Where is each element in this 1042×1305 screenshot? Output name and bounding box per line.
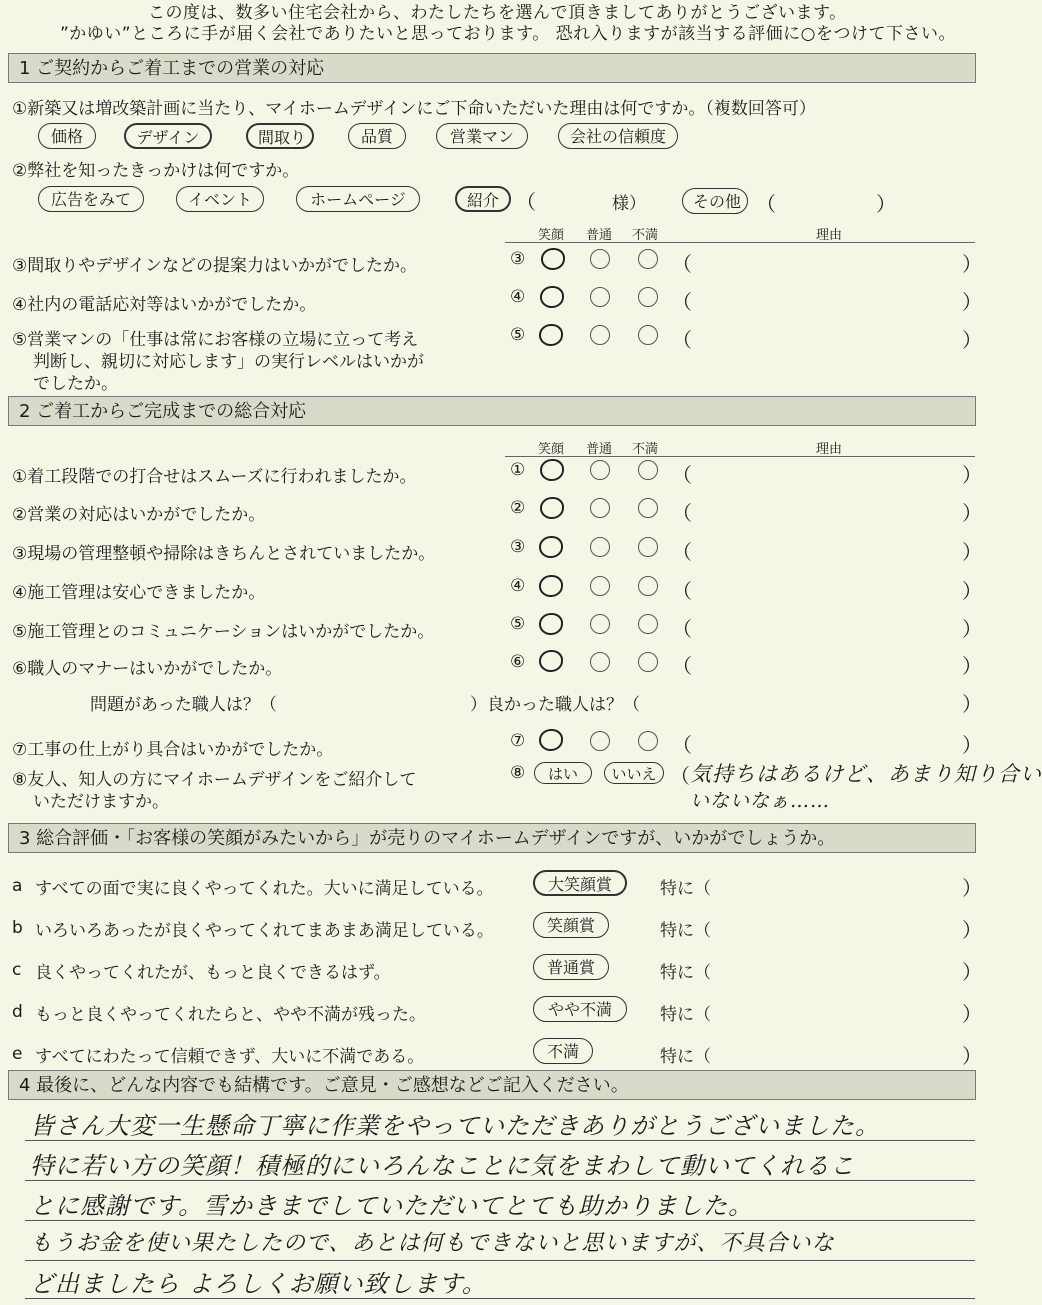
s2-q5-reason-close: ） <box>962 617 982 641</box>
s3-row-e-letter: e <box>12 1044 23 1064</box>
s1-question-5-line2: 判断し、親切に対応します」の実行レベルはいかが <box>33 352 424 372</box>
s1-header-dissatisfied: 不満 <box>632 228 659 243</box>
s1-q5-num: ⑤ <box>510 325 526 345</box>
comment-line-3: とに感謝です。雪かきまでしていただいてとても助かりました。 <box>30 1192 754 1220</box>
s3-row-e-tokuni: 特に（ <box>660 1047 711 1067</box>
q8-reason-open: （ <box>670 764 690 788</box>
award-daishougao-selected[interactable]: 大笑顔賞 <box>533 870 627 896</box>
q8-yes-option[interactable]: はい <box>534 762 592 784</box>
s3-row-c-close: ） <box>962 960 982 984</box>
s1-q3-smile-selected[interactable] <box>541 248 565 270</box>
s2-question-5: ⑤施工管理とのコミュニケーションはいかがでしたか。 <box>12 622 435 642</box>
s2-q2-dissatisfied[interactable] <box>638 498 658 518</box>
good-worker-label: ）良かった職人は？（ <box>470 695 640 715</box>
s2-q5-reason-open: （ <box>672 617 692 641</box>
s2-q1-dissatisfied[interactable] <box>638 460 658 480</box>
s2-q3-reason-open: （ <box>672 540 692 564</box>
comment-rule-4 <box>25 1260 975 1261</box>
s1-q4-reason-close: ） <box>962 290 982 314</box>
section-4-header: 4 最後に、どんな内容でも結構です。ご意見・ご感想などご記入ください。 <box>8 1070 976 1100</box>
section-3-header: 3 総合評価・「お客様の笑顔がみたいから」が売りのマイホームデザインですが、いかがでしょうか。 <box>8 823 976 853</box>
option-homepage[interactable]: ホームページ <box>296 186 420 212</box>
s2-question-8-line1: ⑧友人、知人の方にマイホームデザインをご紹介して <box>12 770 417 790</box>
option-ad[interactable]: 広告をみて <box>38 186 144 212</box>
intro-line-2: ”かゆい”ところに手が届く会社でありたいと思っております。 恐れ入りますが該当する評価に○をつけて下さい。 <box>60 24 956 44</box>
option-event[interactable]: イベント <box>176 186 264 212</box>
q8-handwritten-line2: いないなぁ…… <box>690 790 831 812</box>
good-worker-close: ） <box>962 692 982 716</box>
s1-question-5-line1: ⑤営業マンの「仕事は常にお客様の立場に立って考え <box>12 330 419 350</box>
s2-q6-reason-open: （ <box>672 654 692 678</box>
s1-question-5-line3: でしたか。 <box>33 374 118 394</box>
option-price[interactable]: 価格 <box>38 123 96 149</box>
section-1-header: 1 ご契約からご着工までの営業の対応 <box>8 53 976 83</box>
s1-header-rule <box>505 242 975 243</box>
s3-row-b-tokuni: 特に（ <box>660 921 711 941</box>
s1-q5-reason-close: ） <box>962 328 982 352</box>
option-referral-selected[interactable]: 紹介 <box>455 186 511 212</box>
s1-question-1: ①新築又は増改築計画に当たり、マイホームデザインにご下命いただいた理由は何ですか。（複数回答可） <box>12 99 816 119</box>
s2-q6-reason-close: ） <box>962 654 982 678</box>
s3-row-d-close: ） <box>962 1002 982 1026</box>
comment-line-2: 特に若い方の笑顔！積極的にいろんなことに気をまわして動いてくれるこ <box>30 1152 855 1180</box>
s2-q2-num: ② <box>510 498 526 518</box>
s2-q2-normal[interactable] <box>590 498 610 518</box>
s2-question-8-line2: いただけますか。 <box>33 792 169 812</box>
s3-row-b-text: いろいろあったが良くやってくれてまあまあ満足している。 <box>35 921 494 941</box>
s1-q4-normal[interactable] <box>590 287 610 307</box>
s2-question-6: ⑥職人のマナーはいかがでしたか。 <box>12 659 283 679</box>
s2-header-dissatisfied: 不満 <box>632 442 659 457</box>
s3-row-b-close: ） <box>962 918 982 942</box>
s3-row-a-tokuni: 特に（ <box>660 879 711 899</box>
s2-q3-num: ③ <box>510 537 526 557</box>
s2-q7-num: ⑦ <box>510 731 526 751</box>
s1-q3-dissatisfied[interactable] <box>638 249 658 269</box>
s2-q4-smile-selected[interactable] <box>539 575 563 597</box>
referral-open-paren: （ <box>516 190 536 214</box>
s1-q5-reason-open: （ <box>672 328 692 352</box>
comment-line-5: ど出ましたら よろしくお願い致します。 <box>30 1270 487 1298</box>
s1-header-smile: 笑顔 <box>538 228 565 243</box>
s2-question-4: ④施工管理は安心できましたか。 <box>12 583 266 603</box>
q8-no-option[interactable]: いいえ <box>604 762 664 784</box>
s2-q4-dissatisfied[interactable] <box>638 576 658 596</box>
option-other[interactable]: その他 <box>682 188 748 214</box>
option-design-selected[interactable]: デザイン <box>124 123 212 149</box>
s3-row-c-text: 良くやってくれたが、もっと良くできるはず。 <box>35 963 391 983</box>
s2-q5-dissatisfied[interactable] <box>638 614 658 634</box>
s2-q7-dissatisfied[interactable] <box>638 731 658 751</box>
s1-q4-reason-open: （ <box>672 290 692 314</box>
s2-q7-smile-selected[interactable] <box>539 729 563 751</box>
award-fuman[interactable]: 不満 <box>533 1038 593 1064</box>
s2-q7-normal[interactable] <box>590 731 610 751</box>
s2-q7-reason-close: ） <box>962 733 982 757</box>
s3-row-d-tokuni: 特に（ <box>660 1005 711 1025</box>
bad-worker-label: 問題があった職人は？（ <box>90 695 277 715</box>
s2-question-7: ⑦工事の仕上がり具合はいかがでしたか。 <box>12 740 334 760</box>
s2-q2-smile-selected[interactable] <box>540 497 564 519</box>
s1-q3-reason-open: （ <box>672 252 692 276</box>
s2-question-1: ①着工段階での打合せはスムーズに行われましたか。 <box>12 467 417 487</box>
s1-q3-normal[interactable] <box>590 249 610 269</box>
s2-q1-reason-open: （ <box>672 463 692 487</box>
s2-header-normal: 普通 <box>586 442 613 457</box>
award-futsuu[interactable]: 普通賞 <box>533 954 609 980</box>
s3-row-d-text: もっと良くやってくれたらと、やや不満が残った。 <box>35 1005 426 1025</box>
s3-row-a-text: すべての面で実に良くやってくれた。大いに満足している。 <box>35 879 494 899</box>
s3-row-e-text: すべてにわたって信頼できず、大いに不満である。 <box>35 1047 425 1067</box>
s2-q3-reason-close: ） <box>962 540 982 564</box>
s3-row-d-letter: d <box>12 1002 23 1022</box>
s2-q5-normal[interactable] <box>590 614 610 634</box>
s2-q6-dissatisfied[interactable] <box>638 652 658 672</box>
option-quality[interactable]: 品質 <box>348 123 406 149</box>
s3-row-b-letter: b <box>12 918 23 938</box>
other-paren: （ ） <box>756 192 896 216</box>
s2-q4-normal[interactable] <box>590 576 610 596</box>
s1-q3-num: ③ <box>510 249 526 269</box>
s2-q2-reason-close: ） <box>962 501 982 525</box>
option-floorplan-selected[interactable]: 間取り <box>246 123 314 149</box>
s2-q5-num: ⑤ <box>510 614 526 634</box>
s2-q1-reason-close: ） <box>962 463 982 487</box>
s1-q4-dissatisfied[interactable] <box>638 287 658 307</box>
s2-q6-num: ⑥ <box>510 652 526 672</box>
s2-header-reason: 理由 <box>816 442 843 457</box>
s1-question-4: ④社内の電話応対等はいかがでしたか。 <box>12 295 317 315</box>
s2-q8-num: ⑧ <box>510 763 526 783</box>
s1-q4-smile-selected[interactable] <box>540 286 564 308</box>
s2-q4-reason-close: ） <box>962 579 982 603</box>
referral-sama: 様） <box>612 194 646 214</box>
s2-q1-smile-selected[interactable] <box>540 459 564 481</box>
option-company-trust[interactable]: 会社の信頼度 <box>558 123 678 149</box>
s2-q1-normal[interactable] <box>590 460 610 480</box>
comment-line-1: 皆さん大変一生懸命丁寧に作業をやっていただきありがとうございました。 <box>30 1112 880 1140</box>
comment-line-4: もうお金を使い果たしたので、あとは何もできないと思いますが、不具合いな <box>30 1231 835 1256</box>
s2-q6-smile-selected[interactable] <box>539 650 563 672</box>
s2-header-smile: 笑顔 <box>538 442 565 457</box>
award-shougao[interactable]: 笑顔賞 <box>533 912 609 938</box>
s1-q5-smile-selected[interactable] <box>539 324 563 346</box>
s1-q4-num: ④ <box>510 287 526 307</box>
s3-row-c-letter: c <box>12 960 22 980</box>
s2-q3-dissatisfied[interactable] <box>638 537 658 557</box>
s2-q5-smile-selected[interactable] <box>539 613 563 635</box>
s1-question-2: ②弊社を知ったきっかけは何ですか。 <box>12 161 300 181</box>
s1-q5-normal[interactable] <box>590 325 610 345</box>
s3-row-a-close: ） <box>962 876 982 900</box>
s3-row-e-close: ） <box>962 1044 982 1068</box>
section-2-header: 2 ご着工からご完成までの総合対応 <box>8 396 976 426</box>
s2-header-rule <box>505 456 975 457</box>
s2-question-3: ③現場の管理整頓や掃除はきちんとされていましたか。 <box>12 544 436 564</box>
s2-q4-reason-open: （ <box>672 579 692 603</box>
award-yaya-fuman[interactable]: やや不満 <box>533 996 627 1022</box>
s2-question-2: ②営業の対応はいかがでしたか。 <box>12 505 266 525</box>
s1-header-normal: 普通 <box>586 228 613 243</box>
q8-handwritten-line1: 気持ちはあるけど、あまり知り合い <box>690 762 1042 786</box>
s1-q5-dissatisfied[interactable] <box>638 325 658 345</box>
s2-q3-normal[interactable] <box>590 537 610 557</box>
s2-q7-reason-open: （ <box>672 733 692 757</box>
s1-q3-reason-close: ） <box>962 252 982 276</box>
s2-q6-normal[interactable] <box>590 652 610 672</box>
s2-q3-smile-selected[interactable] <box>539 536 563 558</box>
s3-row-a-letter: a <box>12 876 23 896</box>
s1-header-reason: 理由 <box>816 228 843 243</box>
s2-q1-num: ① <box>510 460 526 480</box>
option-salesperson[interactable]: 営業マン <box>436 123 528 149</box>
s2-q4-num: ④ <box>510 576 526 596</box>
s2-q2-reason-open: （ <box>672 501 692 525</box>
intro-line-1: この度は、数多い住宅会社から、わたしたちを選んで頂きましてありがとうございます。 <box>148 3 847 23</box>
s1-question-3: ③間取りやデザインなどの提案力はいかがでしたか。 <box>12 256 418 276</box>
s3-row-c-tokuni: 特に（ <box>660 963 711 983</box>
